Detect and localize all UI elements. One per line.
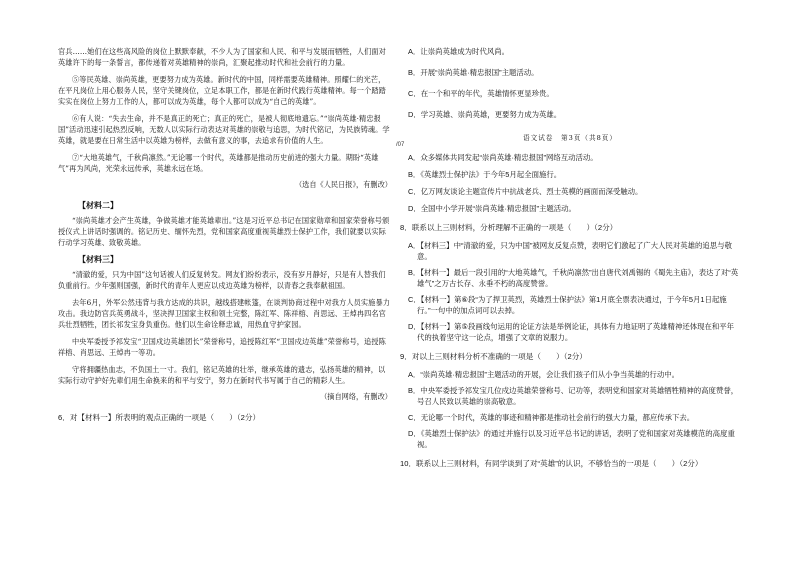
q6-option-c: C．在一个和平的年代，英雄情怀更显珍贵。 (408, 89, 554, 98)
q9-option-c: C．无论哪一个时代，英雄的事迹和精神都是推动社会前行的强大力量，都应传承下去。 (408, 413, 695, 422)
q9-option-a: A．“崇尚英雄·精忠报国”主题活动的开展，会让我们孩子们从小争当英雄的行动中。 (408, 370, 679, 379)
left-column (58, 0, 392, 561)
page-corner-mark: /07 (396, 142, 405, 148)
material3-heading: 【材料三】 (78, 254, 118, 264)
material2-heading: 【材料二】 (78, 200, 118, 210)
q6-option-d: D．学习英雄、崇尚英雄，更要努力成为英雄。 (408, 110, 562, 119)
material3-paragraph-1: “清澈的爱，只为中国”这句话被人们反复转发。网友们纷纷表示，没有岁月静好，只是有人替我们负重前行。少年强则国强，新时代的青年人更应以戍边英雄为榜样，以青春之我奉献祖国。 (58, 270, 386, 290)
q7-option-c: C．亿万网友谈论主题宣传片中抗战老兵、烈士英模的画面而深受触动。 (408, 187, 643, 196)
material3-paragraph-4: 守将拥疆热血志，不负国土一寸。我们，铭记英雄的壮举，继承英雄的遗志，弘扬英雄的精神，以实际行动守护好先辈们用生命换来的和平与安宁，努力在新时代书写属于自己的精彩人生。 (58, 365, 386, 385)
right-column (396, 0, 740, 561)
question-9: 9．对以上三则材料分析不准确的一项是（ ）（2分） (400, 352, 587, 361)
material1-paragraph-4: 官兵……她们在这些高风险的岗位上默默奉献，不少人为了国家和人民、和平与发展而牺牲，人们面对英雄许下的每一条誓言，都传递着对英雄精神的崇尚，汇聚起推动时代和社会前行的力量。 (58, 47, 386, 67)
material1-paragraph-5: ⑤等民英雄、崇尚英雄，更要努力成为英雄。新时代的中国，同样需要英雄精神。照耀仁的光芒，在平凡岗位上用心服务人民，坚守关键岗位，立足本职工作，都是在新时代践行英雄精神。每一个踏踏实实在岗位上努力工作的人，都可以成为英雄，每个人都可以成为“自己的英雄”。 (58, 75, 386, 106)
material1-source: （选自《人民日报》，有删改） (294, 180, 392, 189)
q8-option-a: A．【材料三】中“清澈的爱，只为中国”被网友反复点赞，表明它们激起了广大人民对英雄的追思与敬意。 (408, 241, 732, 261)
material1-paragraph-7: ⑦“大地英雄气，千秋尚凛然。”无论哪一个时代，英雄都是推动历史前进的强大力量。期盼“英雄气”再为风尚，光荣永远传承，英雄永远在场。 (58, 153, 379, 173)
q8-option-c: C．【材料一】第⑥段“为了捍卫英烈，英雄烈士保护法》第1月底全票表决通过，于今年5月1日起施行。”一句中的加点词可以去掉。 (408, 295, 727, 315)
q7-option-d: D．全国中小学开展“崇尚英雄·精忠报国”主题活动。 (408, 204, 576, 213)
material3-paragraph-3: 中央军委授予祁发宝“卫国戍边英雄团长”荣誉称号，追授陈红军“卫国戍边英雄”荣誉称号，追授陈祥榕、肖思远、王焯冉一等功。 (58, 337, 386, 357)
q8-option-b: B．【材料一】最后一段引用的“大地英雄气，千秋尚凛然”出自唐代刘禹锡的《蜀先主庙》，表达了对“英雄气”之万古长存、永垂不朽的高度赞誉。 (408, 268, 739, 288)
material3-source: （摘自网络，有删改） (320, 392, 392, 401)
q9-option-b: B．中央军委授予祁发宝几位戍边英雄荣誉称号、记功等，表明党和国家对英雄牺牲精神的高度赞誉，号召人民致以英雄的崇高敬意。 (408, 386, 739, 406)
q6-option-a: A．让崇尚英雄成为时代风尚。 (408, 47, 510, 56)
material2-paragraph: “崇尚英雄才会产生英雄，争做英雄才能英雄辈出。”这是习近平总书记在国家勋章和国家荣誉称号颁授仪式上讲话时强调的。铭记历史、缅怀先烈，党和国家高度重视英雄烈士保护工作，我们就要以实际行动学习英雄、致敬英雄。 (58, 216, 390, 247)
q8-option-d: D．【材料一】第⑤段画线句运用的论证方法是举例论证，具体有力地证明了英雄精神还体现在和平年代的执着坚守这一论点，增强了文章的说服力。 (408, 322, 735, 342)
q6-option-b: B．开展“崇尚英雄·精忠报国”主题活动。 (408, 68, 539, 77)
q7-option-b: B．《英雄烈士保护法》于今年5月起全面施行。 (408, 170, 562, 179)
question-6: 6．对【材料一】所表明的观点正确的一项是（ ）（2分） (58, 413, 261, 422)
q7-option-a: A．众多媒体共同发起“崇尚英雄·精忠报国”网络互动活动。 (408, 153, 598, 162)
q9-option-d: D．《英雄烈士保护法》的通过并施行以及习近平总书记的讲话，表明了党和国家对英雄模范的高度重视。 (408, 429, 735, 449)
material3-paragraph-2: 去年6月，外军公然违背与我方达成的共识，越线搭建帐篷，在谈判协商过程中对我方人员实施暴力攻击。我边防官兵英勇战斗，坚决捍卫国家主权和领土完整，陈红军、陈祥榕、肖思远、王焯冉四名官兵壮烈牺牲，团长祁发宝身负重伤。他们以生命诠释忠诚，用热血守护家园。 (58, 298, 391, 329)
material1-paragraph-6: ⑥有人说：“失去生命，并不是真正的死亡；真正的死亡，是被人彻底地遗忘。”“崇尚英雄·精忠报国”活动迅速引起热烈反响，无数人以实际行动表达对英雄的崇敬与追思，为时代铭记，为民族铸魂。学英雄，就是要在日常生活中以英雄为榜样，去做有意义的事，去追求有价值的人生。 (58, 114, 390, 145)
question-10: 10．联系以上三则材料，有同学谈到了对“英雄”的认识，不够恰当的一项是（ ）（2分） (400, 459, 703, 468)
page-footer: 语文试卷 第3页（共8页） (523, 134, 617, 142)
question-8: 8．联系以上三则材料，分析理解不正确的一项是（ ）（2分） (400, 223, 618, 232)
